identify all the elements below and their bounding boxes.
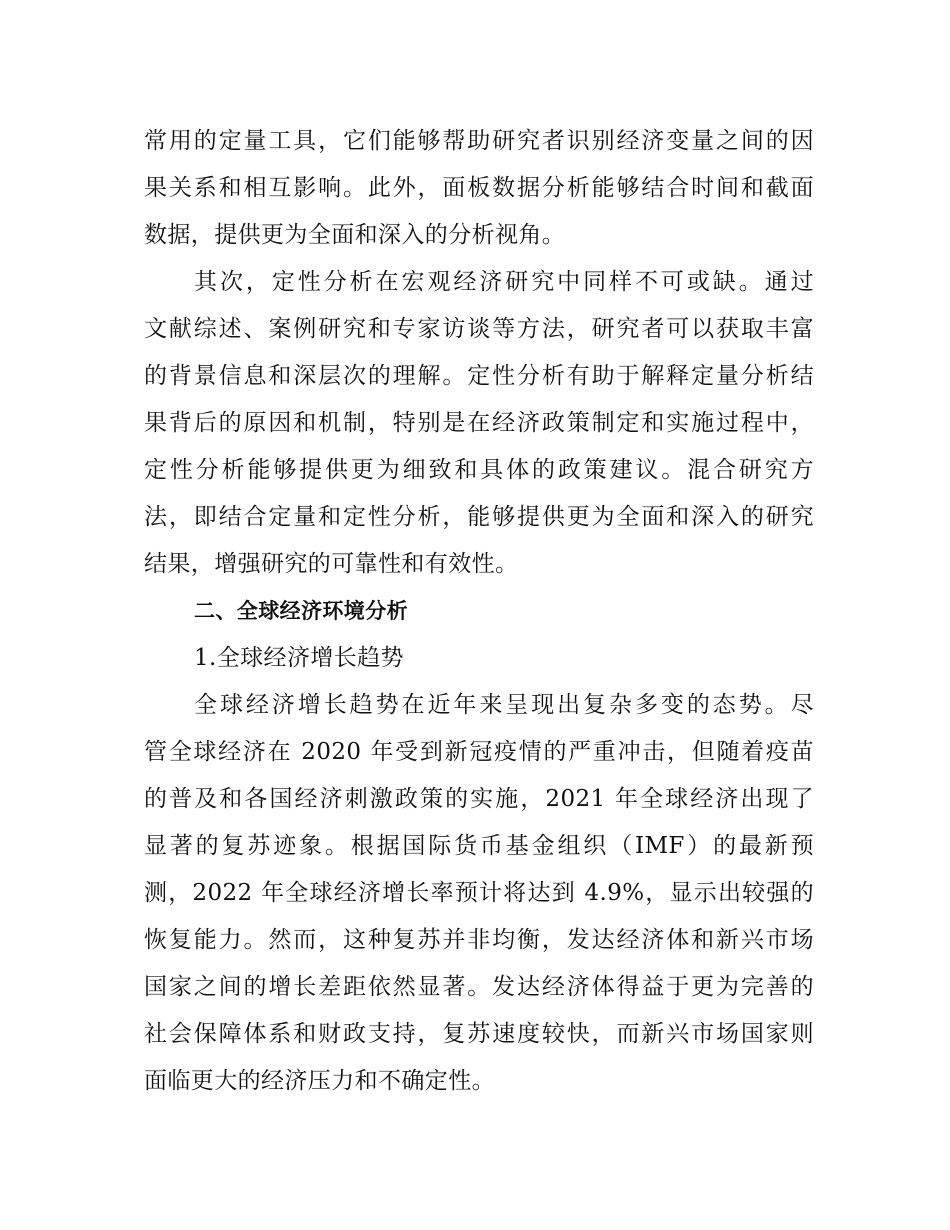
text-line: 结果，增强研究的可靠性和有效性。 xyxy=(144,551,519,577)
text-line: 其次，定性分析在宏观经济研究中同样不可或缺。通过 xyxy=(194,269,814,295)
text-line: 法，即结合定量和定性分析，能够提供更为全面和深入的研究 xyxy=(144,504,814,530)
text-line: 常用的定量工具，它们能够帮助研究者识别经济变量之间的因 xyxy=(144,128,814,154)
document-page xyxy=(144,118,814,1105)
text-line: 面临更大的经济压力和不确定性。 xyxy=(144,1068,495,1094)
text-line: 文献综述、案例研究和专家访谈等方法，研究者可以获取丰富 xyxy=(144,316,814,342)
paragraph-qualitative-analysis xyxy=(144,259,814,588)
text-line: 果背后的原因和机制，特别是在经济政策制定和实施过程中， xyxy=(144,410,814,436)
text-line: 的背景信息和深层次的理解。定性分析有助于解释定量分析结 xyxy=(144,363,814,389)
text-line: 全球经济增长趋势在近年来呈现出复杂多变的态势。尽 xyxy=(194,692,814,718)
subsection-heading: 1.全球经济增长趋势 xyxy=(194,645,404,671)
section-heading: 二、全球经济环境分析 xyxy=(194,599,408,623)
text-line: 管全球经济在 2020 年受到新冠疫情的严重冲击，但随着疫苗 xyxy=(144,739,814,765)
text-line: 果关系和相互影响。此外，面板数据分析能够结合时间和截面 xyxy=(144,175,814,201)
text-line: 测，2022 年全球经济增长率预计将达到 4.9%，显示出较强的 xyxy=(144,880,814,906)
paragraph-global-growth xyxy=(144,682,814,1105)
text-line: 显著的复苏迹象。根据国际货币基金组织（IMF）的最新预 xyxy=(144,833,814,859)
text-line: 定性分析能够提供更为细致和具体的政策建议。混合研究方 xyxy=(144,457,814,483)
text-line: 的普及和各国经济刺激政策的实施，2021 年全球经济出现了 xyxy=(144,786,814,812)
text-line: 数据，提供更为全面和深入的分析视角。 xyxy=(144,222,566,248)
paragraph-quantitative-tools xyxy=(144,118,814,259)
text-line: 国家之间的增长差距依然显著。发达经济体得益于更为完善的 xyxy=(144,974,814,1000)
text-line: 社会保障体系和财政支持，复苏速度较快，而新兴市场国家则 xyxy=(144,1021,814,1047)
text-line: 恢复能力。然而，这种复苏并非均衡，发达经济体和新兴市场 xyxy=(144,927,814,953)
